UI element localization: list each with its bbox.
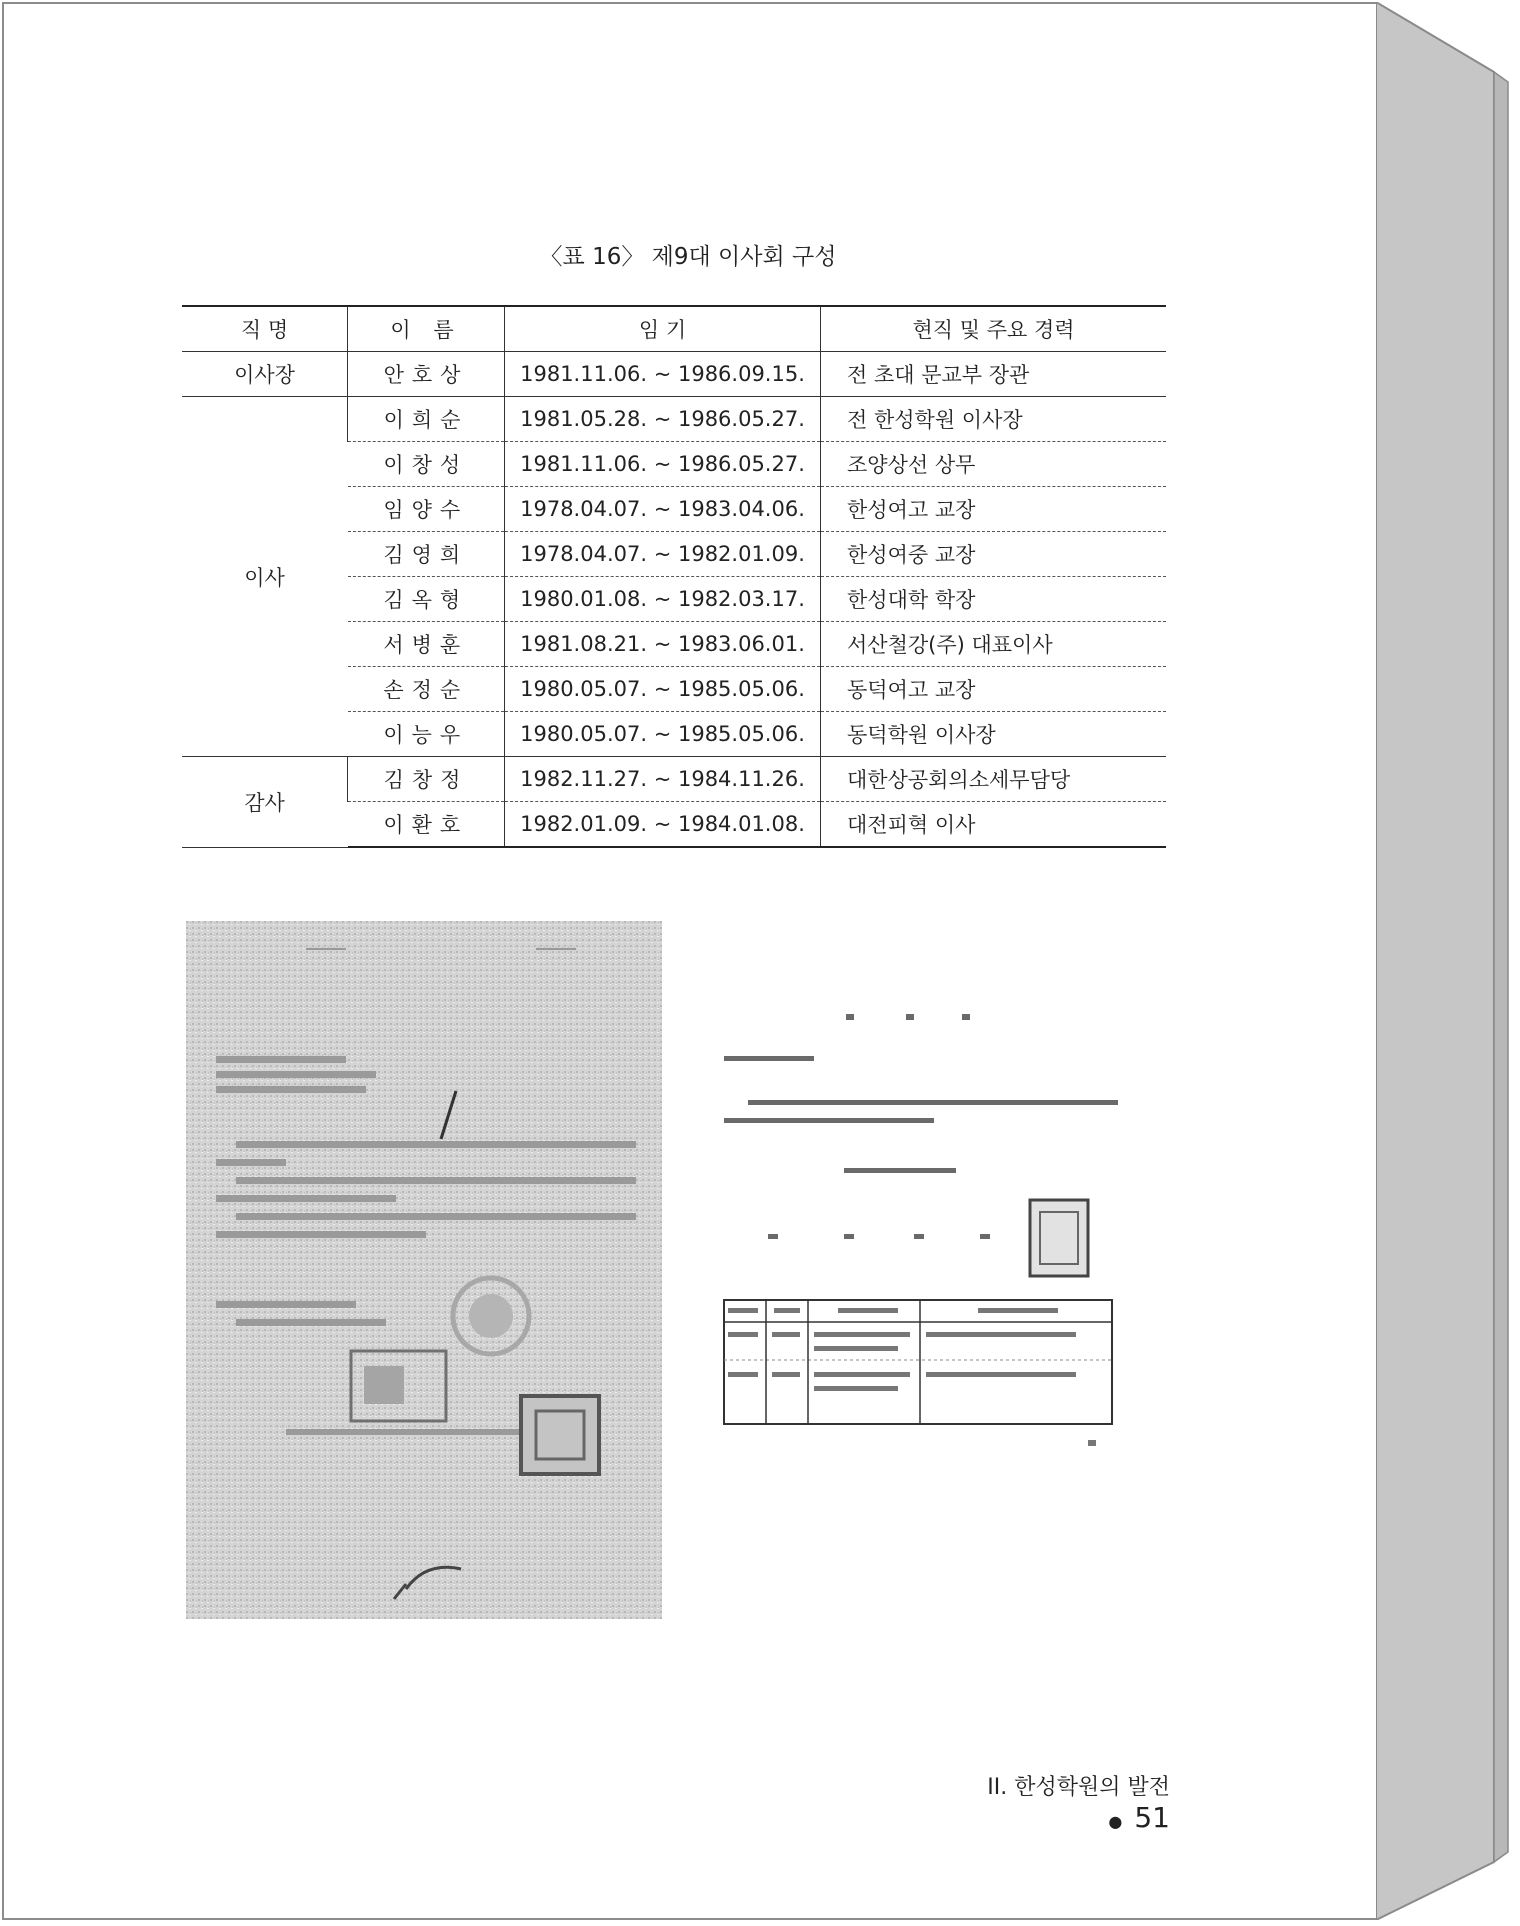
career-cell: 조양상선 상무	[821, 442, 1167, 487]
term-cell: 1981.05.28. ~ 1986.05.27.	[505, 397, 821, 442]
table-row	[182, 397, 1166, 442]
career-cell: 대전피혁 이사	[821, 802, 1167, 848]
career-cell: 한성여중 교장	[821, 532, 1167, 577]
name-cell: 손정순	[348, 667, 505, 712]
name-cell: 서병훈	[348, 622, 505, 667]
name-cell: 이희순	[348, 397, 505, 442]
page-edge-shadow	[1376, 2, 1514, 1920]
page-number: 51	[1134, 1801, 1170, 1834]
approval-document-graphic	[718, 1000, 1118, 1450]
name-cell: 김옥형	[348, 577, 505, 622]
career-cell: 동덕학원 이사장	[821, 712, 1167, 757]
career-cell: 서산철강(주) 대표이사	[821, 622, 1167, 667]
career-cell: 대한상공회의소세무담당	[821, 757, 1167, 802]
name-cell: 김창정	[348, 757, 505, 802]
term-cell: 1978.04.07. ~ 1982.01.09.	[505, 532, 821, 577]
term-cell: 1980.05.07. ~ 1985.05.06.	[505, 667, 821, 712]
career-cell: 한성대학 학장	[821, 577, 1167, 622]
term-cell: 1981.11.06. ~ 1986.05.27.	[505, 442, 821, 487]
career-cell: 전 한성학원 이사장	[821, 397, 1167, 442]
scanned-document-graphic	[186, 921, 662, 1619]
name-cell: 안호상	[348, 352, 505, 397]
page-footer	[920, 1770, 1170, 1834]
header-position: 직 명	[182, 306, 348, 352]
table-title: 〈표 16〉 제9대 이사회 구성	[539, 244, 837, 270]
table-header-row	[182, 306, 1166, 352]
career-cell: 전 초대 문교부 장관	[821, 352, 1167, 397]
term-cell: 1982.01.09. ~ 1984.01.08.	[505, 802, 821, 848]
scanned-document-image	[186, 921, 662, 1619]
career-cell: 한성여고 교장	[821, 487, 1167, 532]
position-cell: 이사장	[182, 352, 348, 397]
chapter-label: II. 한성학원의 발전	[987, 1775, 1170, 1800]
term-cell: 1981.08.21. ~ 1983.06.01.	[505, 622, 821, 667]
term-cell: 1980.01.08. ~ 1982.03.17.	[505, 577, 821, 622]
name-cell: 이창성	[348, 442, 505, 487]
name-cell: 김영희	[348, 532, 505, 577]
approval-document-image	[718, 1000, 1118, 1450]
term-cell: 1982.11.27. ~ 1984.11.26.	[505, 757, 821, 802]
header-term: 임 기	[505, 306, 821, 352]
name-cell: 임양수	[348, 487, 505, 532]
name-cell: 이환호	[348, 802, 505, 848]
bullet-icon: ●	[1108, 1811, 1123, 1831]
position-cell: 이사	[182, 397, 348, 757]
position-cell: 감사	[182, 757, 348, 848]
name-cell: 이능우	[348, 712, 505, 757]
term-cell: 1980.05.07. ~ 1985.05.06.	[505, 712, 821, 757]
header-career: 현직 및 주요 경력	[821, 306, 1167, 352]
header-name: 이 름	[348, 306, 505, 352]
term-cell: 1981.11.06. ~ 1986.09.15.	[505, 352, 821, 397]
board-roster-table	[182, 305, 1166, 848]
table-row	[182, 352, 1166, 397]
career-cell: 동덕여고 교장	[821, 667, 1167, 712]
table-row	[182, 757, 1166, 802]
term-cell: 1978.04.07. ~ 1983.04.06.	[505, 487, 821, 532]
